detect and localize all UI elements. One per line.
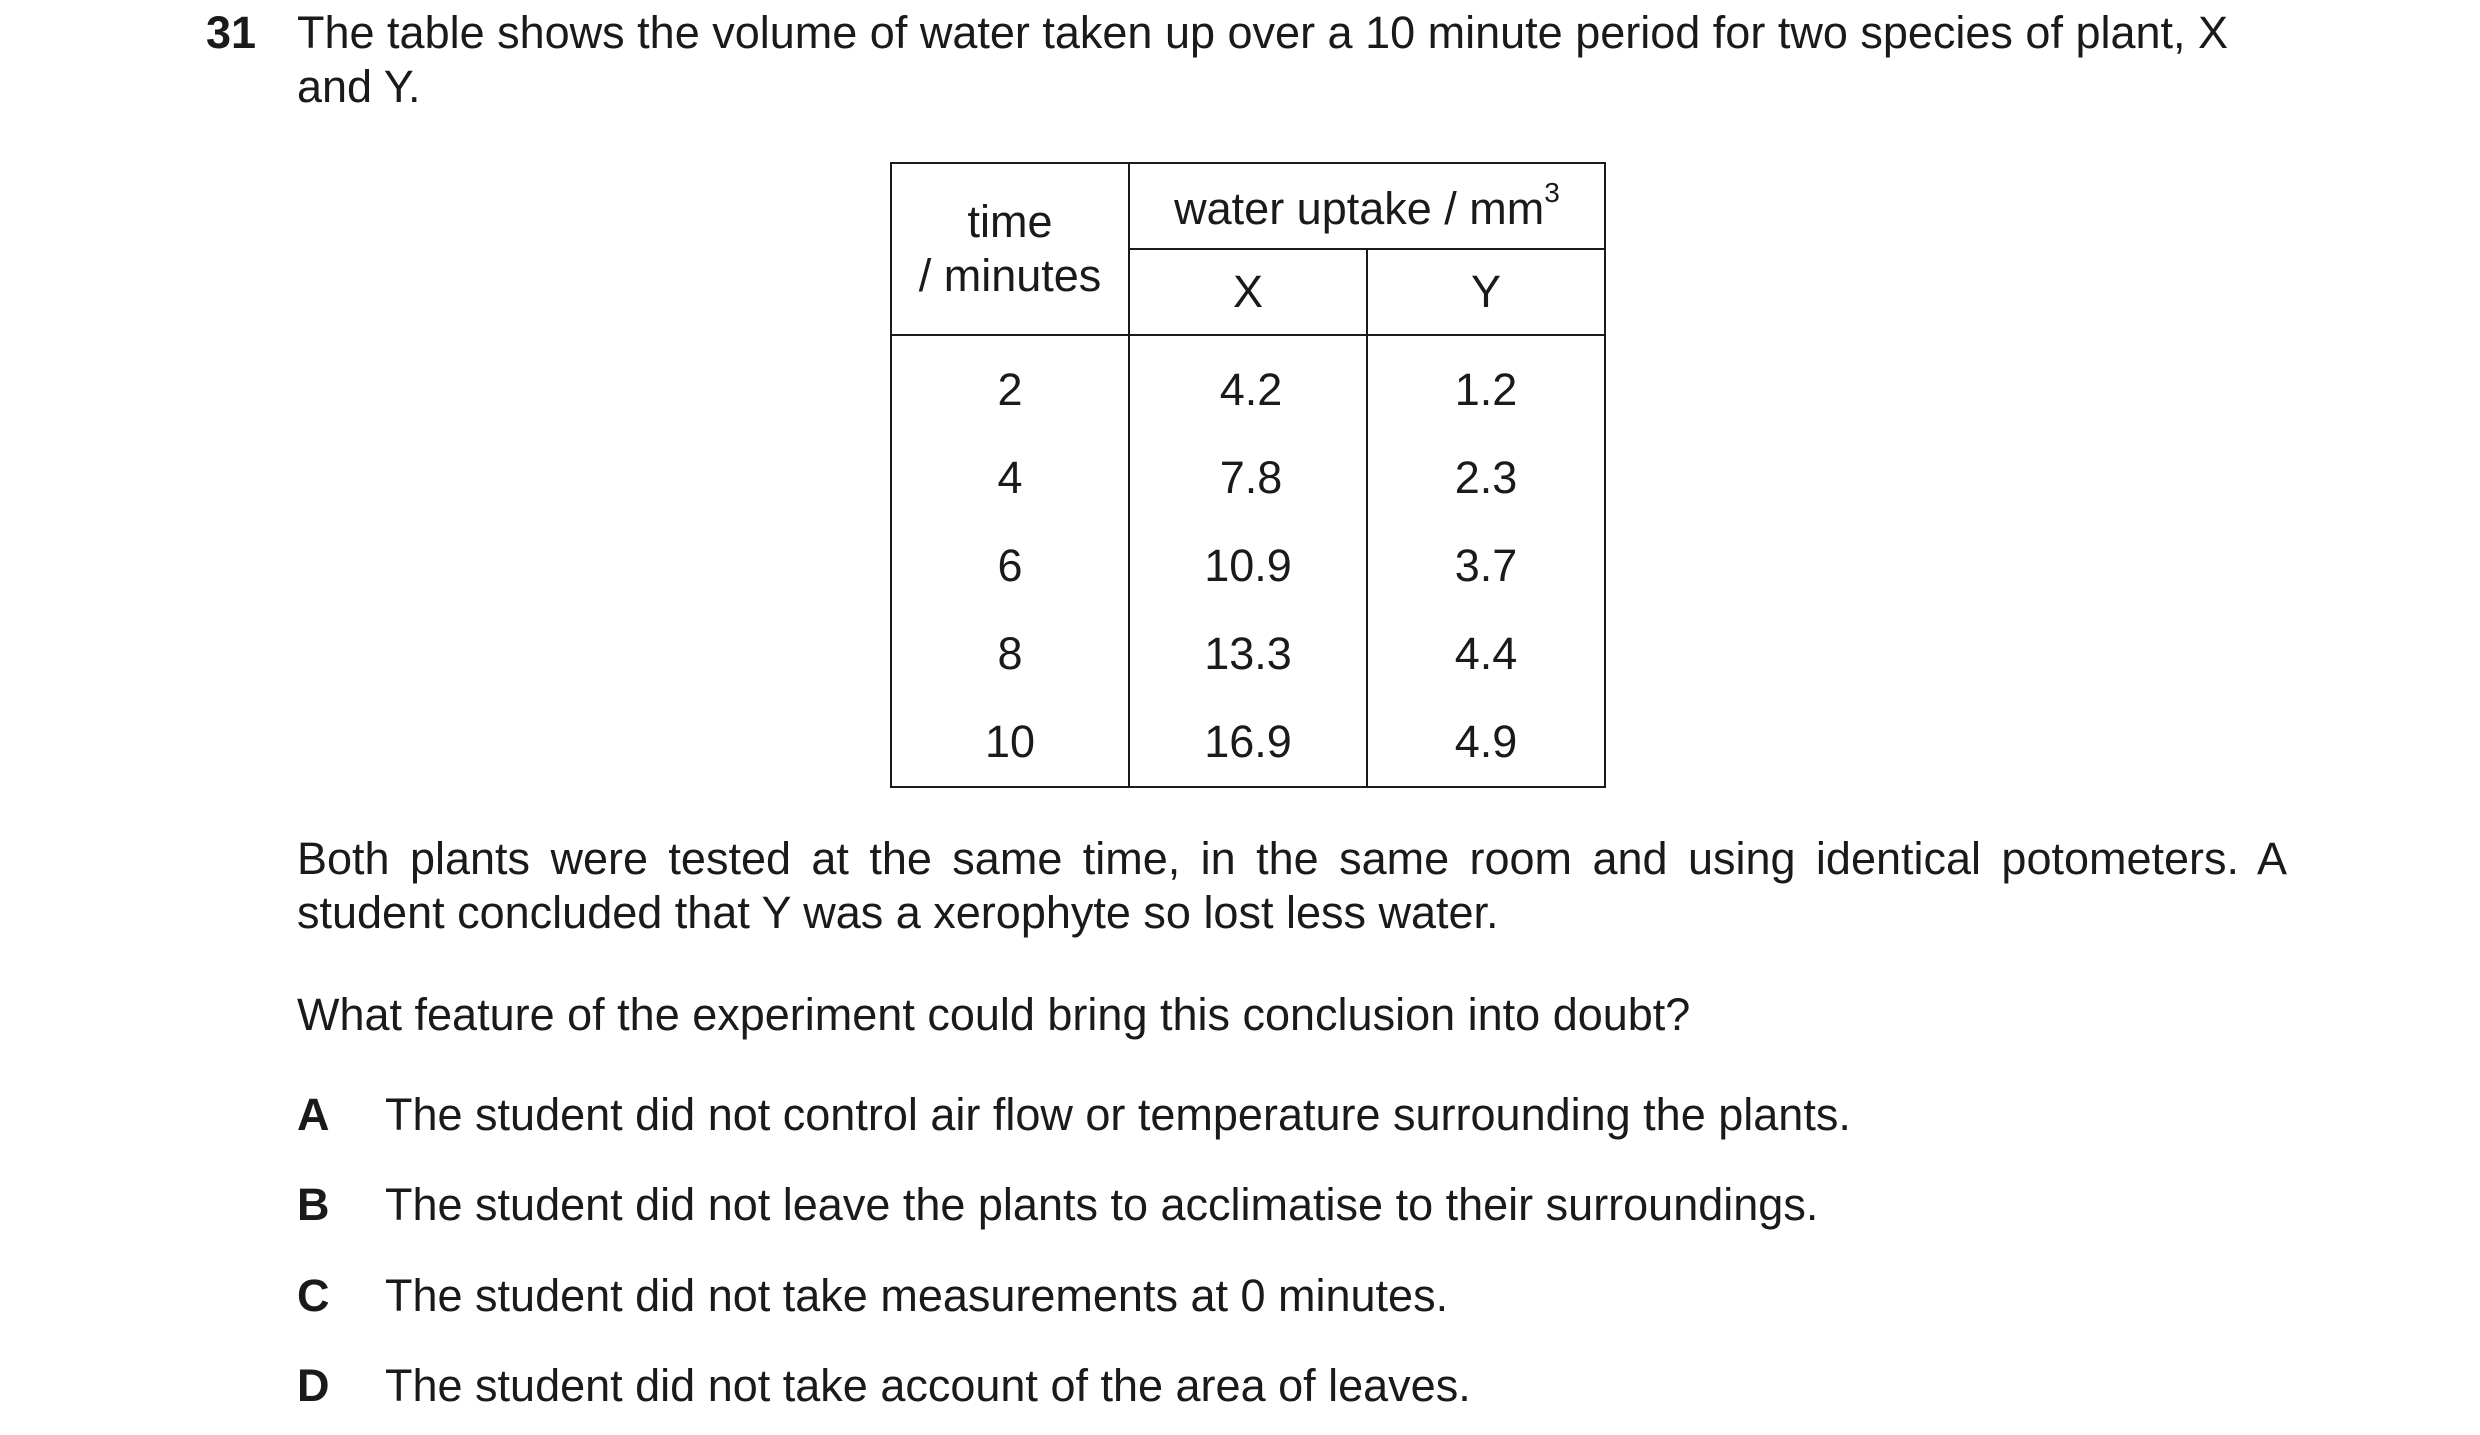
context-line-1: Both plants were tested at the same time, in the same room and using identical potometers. A	[297, 833, 2287, 884]
cell-x: 10.9	[1129, 522, 1367, 610]
option-letter: C	[297, 1270, 330, 1321]
option-text: The student did not control air flow or temperature surrounding the plants.	[385, 1089, 1851, 1140]
header-time	[891, 163, 1129, 335]
cell-time: 6	[891, 522, 1129, 610]
question-stem-line-2: and Y.	[297, 61, 421, 112]
header-species-x: X	[1129, 249, 1367, 335]
cell-x: 7.8	[1129, 434, 1367, 522]
cell-y: 4.4	[1367, 610, 1605, 698]
cell-time: 4	[891, 434, 1129, 522]
option-letter: B	[297, 1179, 330, 1230]
header-species-y: Y	[1367, 249, 1605, 335]
cell-time: 8	[891, 610, 1129, 698]
option-c[interactable]	[297, 1269, 1448, 1323]
context-paragraph	[297, 832, 2287, 940]
option-d[interactable]	[297, 1359, 1471, 1413]
cell-y: 3.7	[1367, 522, 1605, 610]
cell-y: 1.2	[1367, 335, 1605, 434]
cell-x: 16.9	[1129, 698, 1367, 787]
table-row	[891, 698, 1605, 787]
cell-time: 2	[891, 335, 1129, 434]
header-unit-superscript: 3	[1544, 177, 1560, 208]
table-row	[891, 335, 1605, 434]
option-a[interactable]	[297, 1088, 1851, 1142]
question-stem	[297, 6, 2297, 114]
option-text: The student did not take measurements at 0 minutes.	[385, 1270, 1449, 1321]
header-time-line-1: time	[967, 196, 1053, 247]
header-time-line-2: / minutes	[918, 250, 1102, 301]
cell-x: 13.3	[1129, 610, 1367, 698]
water-uptake-table	[890, 162, 1606, 788]
option-letter: D	[297, 1360, 330, 1411]
table-row	[891, 434, 1605, 522]
table-row	[891, 522, 1605, 610]
header-water-uptake-label: water uptake / mm	[1174, 183, 1545, 234]
context-line-2: student concluded that Y was a xerophyte so lost less water.	[297, 887, 1499, 938]
option-text: The student did not take account of the area of leaves.	[385, 1360, 1471, 1411]
option-text: The student did not leave the plants to acclimatise to their surroundings.	[385, 1179, 1819, 1230]
question-stem-line-1: The table shows the volume of water taken up over a 10 minute period for two species of plant, X	[297, 7, 2229, 58]
question-number: 31	[206, 7, 257, 58]
header-water-uptake	[1129, 163, 1605, 249]
cell-time: 10	[891, 698, 1129, 787]
question-prompt: What feature of the experiment could bring this conclusion into doubt?	[297, 989, 1691, 1040]
option-letter: A	[297, 1089, 330, 1140]
cell-y: 2.3	[1367, 434, 1605, 522]
cell-x: 4.2	[1129, 335, 1367, 434]
cell-y: 4.9	[1367, 698, 1605, 787]
table-row	[891, 610, 1605, 698]
option-b[interactable]	[297, 1178, 1818, 1232]
